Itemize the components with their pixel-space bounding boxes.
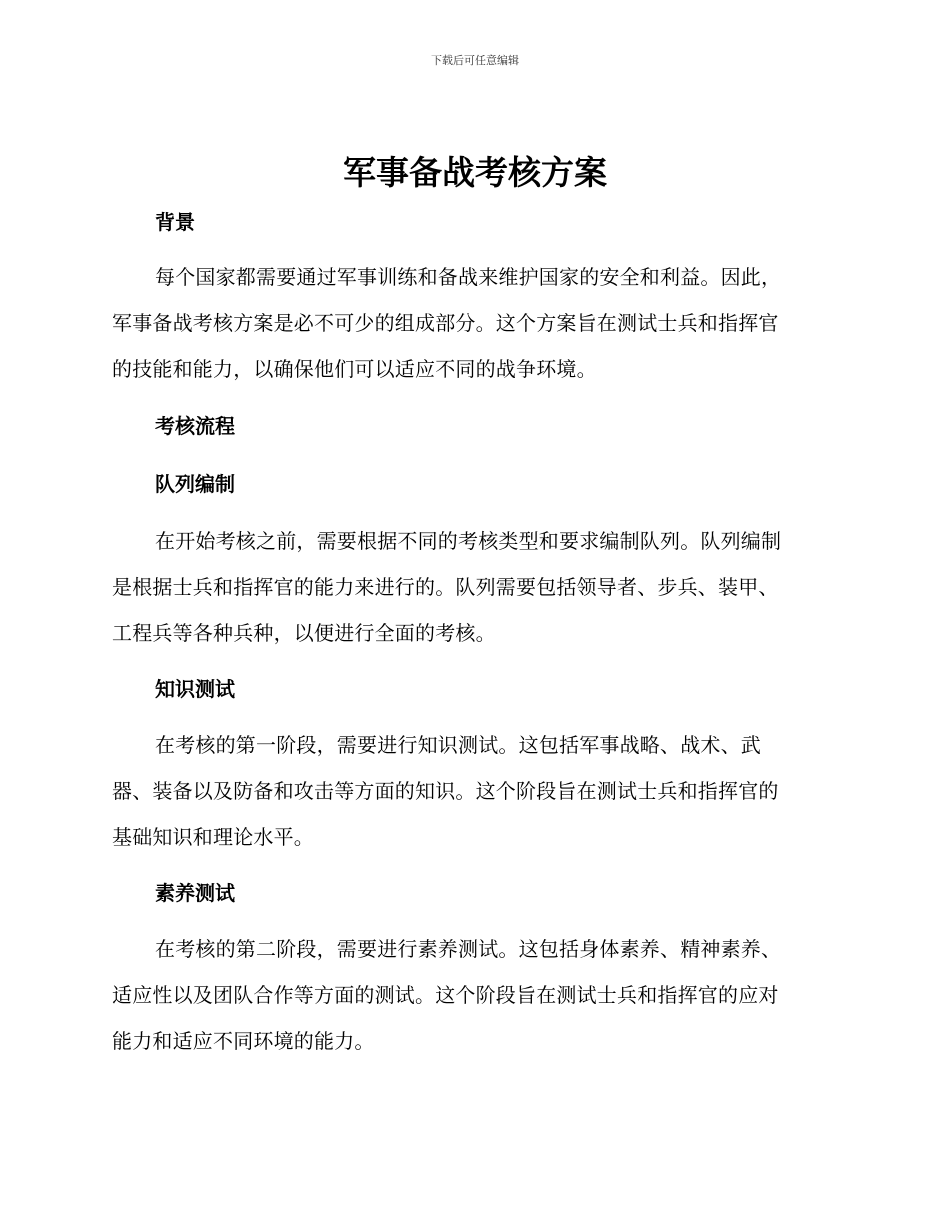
paragraph-line: 基础知识和理论水平。 [112,825,314,849]
header-note: 下载后可任意编辑 [431,54,519,67]
paragraph-knowledge-test [112,722,830,860]
section-heading-assessment-process: 考核流程 [155,414,235,438]
paragraph-line: 是根据士兵和指挥官的能力来进行的。队列需要包括领导者、步兵、装甲、 [112,575,779,599]
paragraph-quality-test [112,926,830,1064]
paragraph-line: 军事备战考核方案是必不可少的组成部分。这个方案旨在测试士兵和指挥官 [112,311,779,335]
paragraph-formation [112,518,830,656]
section-heading-knowledge-test: 知识测试 [155,677,235,701]
section-heading-background: 背景 [155,210,195,234]
document-title: 军事备战考核方案 [343,153,607,192]
paragraph-line: 在考核的第二阶段，需要进行素养测试。这包括身体素养、精神素养、 [155,937,782,961]
section-heading-quality-test: 素养测试 [155,881,235,905]
paragraph-line: 在考核的第一阶段，需要进行知识测试。这包括军事战略、战术、武 [155,733,761,757]
paragraph-line: 的技能和能力，以确保他们可以适应不同的战争环境。 [112,357,597,381]
paragraph-line: 器、装备以及防备和攻击等方面的知识。这个阶段旨在测试士兵和指挥官的 [112,779,779,803]
paragraph-line: 能力和适应不同环境的能力。 [112,1029,375,1053]
paragraph-background [112,254,830,392]
paragraph-line: 每个国家都需要通过军事训练和备战来维护国家的安全和利益。因此， [155,265,782,289]
paragraph-line: 适应性以及团队合作等方面的测试。这个阶段旨在测试士兵和指挥官的应对 [112,983,779,1007]
paragraph-line: 在开始考核之前，需要根据不同的考核类型和要求编制队列。队列编制 [155,529,782,553]
paragraph-line: 工程兵等各种兵种，以便进行全面的考核。 [112,621,496,645]
section-heading-formation: 队列编制 [155,472,235,496]
